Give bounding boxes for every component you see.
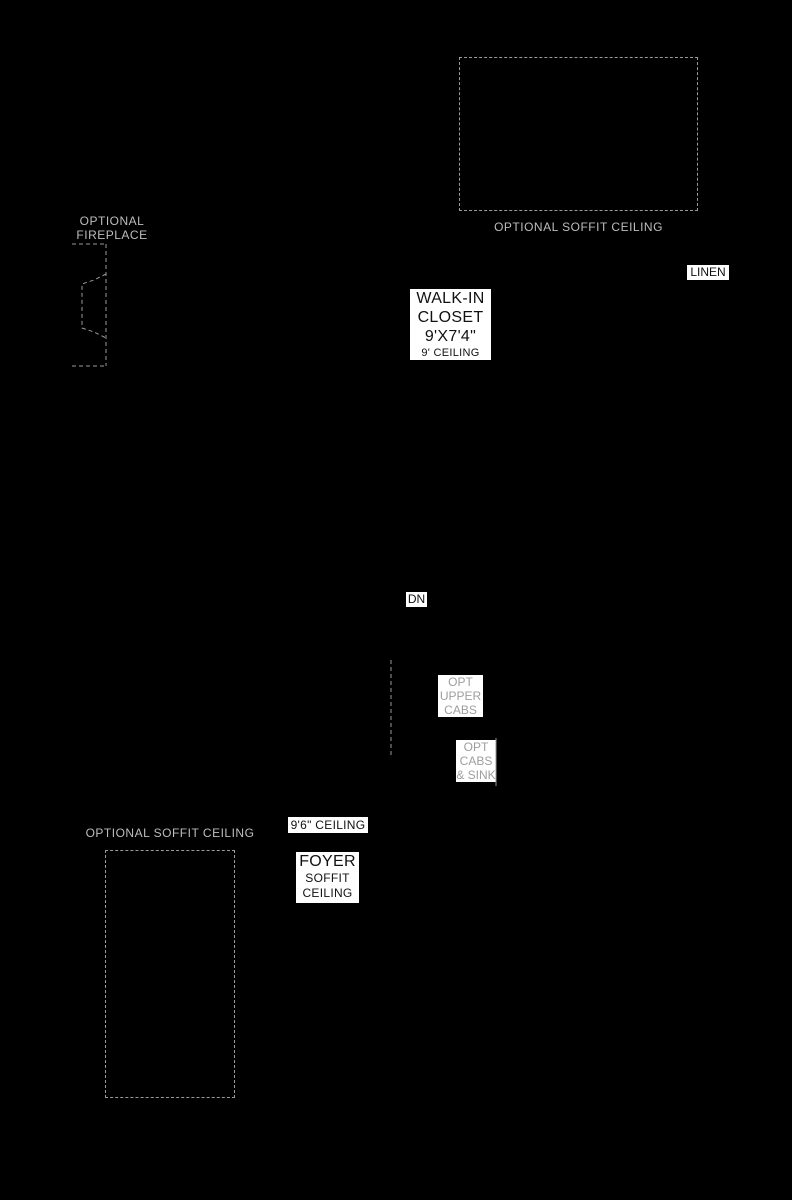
closet-name-line1: WALK-IN (416, 290, 485, 307)
foyer-line2: SOFFIT (305, 871, 350, 885)
foyer-line3: CEILING (302, 886, 353, 900)
cabs-sink-line3: & SINK (456, 768, 496, 782)
stairs-down-label: DN (407, 592, 426, 606)
fireplace-symbol (66, 240, 116, 372)
top-soffit-caption: OPTIONAL SOFFIT CEILING (494, 220, 663, 234)
foyer-ceiling-height-label: 9'6" CEILING (288, 817, 368, 833)
cabs-sink-line1: OPT (463, 740, 489, 754)
dashed-wall-line (388, 660, 394, 760)
walk-in-closet-label (410, 289, 491, 360)
bottom-soffit-outline (105, 850, 235, 1098)
closet-ceiling: 9' CEILING (421, 347, 480, 359)
upper-cabs-line1: OPT (448, 675, 473, 689)
closet-dimensions: 9'X7'4" (424, 328, 477, 345)
cabs-sink-line2: CABS (459, 754, 493, 768)
sink-counter-edge (494, 738, 498, 788)
upper-cabs-line2: UPPER (439, 689, 482, 703)
opt-upper-cabs-label (438, 675, 483, 717)
closet-name-line2: CLOSET (417, 309, 484, 326)
opt-cabs-sink-label (456, 740, 496, 782)
upper-cabs-line3: CABS (444, 703, 477, 717)
foyer-name: FOYER (299, 853, 356, 870)
fireplace-caption-line2: FIREPLACE (76, 228, 148, 242)
linen-label: LINEN (687, 265, 729, 280)
top-soffit-outline (459, 57, 698, 211)
bottom-soffit-caption: OPTIONAL SOFFIT CEILING (85, 826, 255, 840)
fireplace-caption-line1: OPTIONAL (79, 214, 145, 228)
foyer-label (296, 852, 359, 903)
